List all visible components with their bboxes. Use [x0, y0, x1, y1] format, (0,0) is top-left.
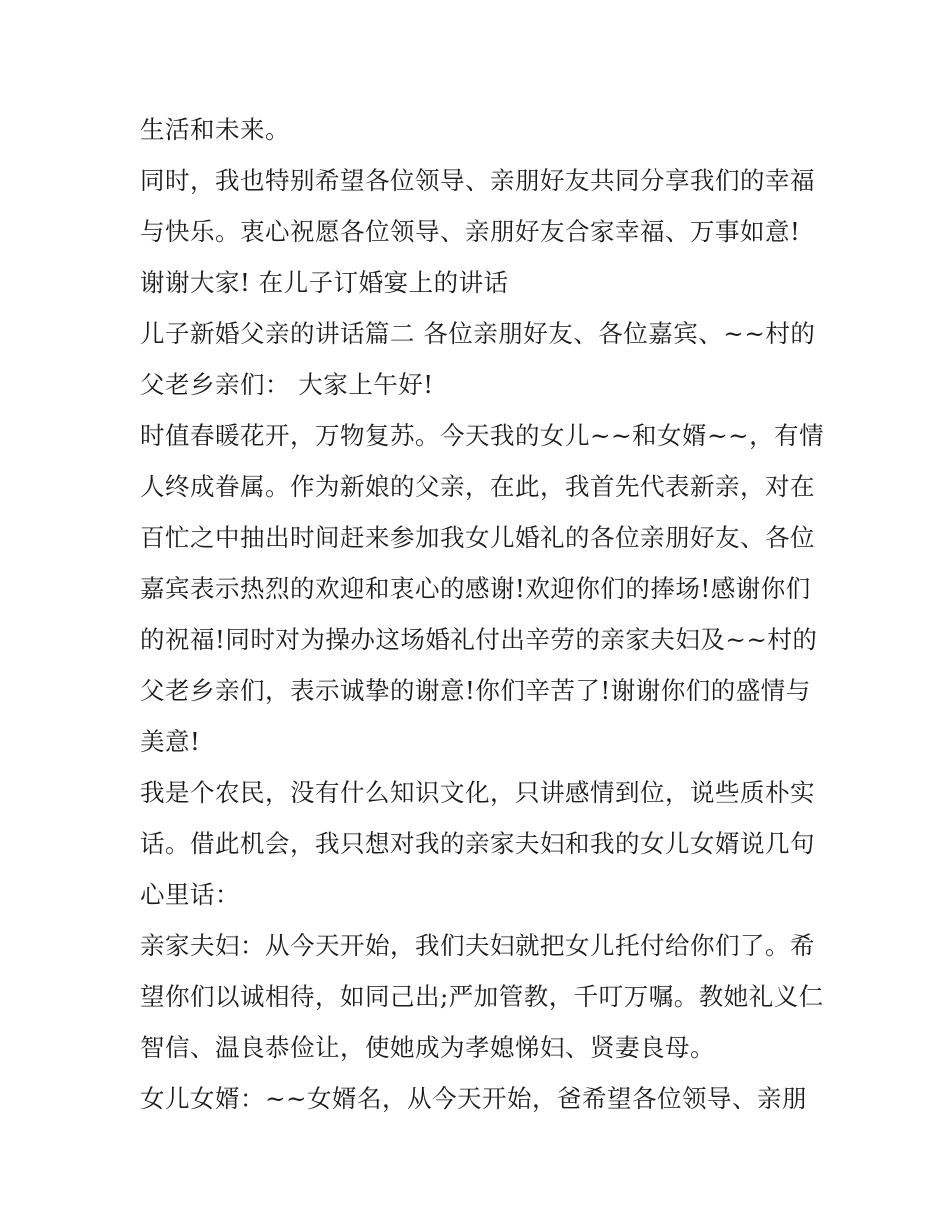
paragraph-4: 儿子新婚父亲的讲话篇二 各位亲朋好友、各位嘉宾、~~村的父老乡亲们： 大家上午好! — [140, 319, 816, 399]
paragraph-6: 我是个农民，没有什么知识文化，只讲感情到位，说些质朴实话。借此机会，我只想对我的亲家夫妇和我的女儿女婿说几句心里话： — [140, 778, 815, 909]
paragraph-1: 生活和未来。 — [140, 115, 290, 144]
paragraph-5: 时值春暖花开，万物复苏。今天我的女儿~~和女婿~~，有情人终成眷属。作为新娘的父亲，在此，我首先代表新亲，对在百忙之中抽出时间赶来参加我女儿婚礼的各位亲朋好友、各位嘉宾表示热烈的欢迎和衷心的感谢!欢迎你们的捧场!感谢你们的祝福!同时对为操办这场婚礼付出辛劳的亲家夫妇及~~村的父老乡亲们，表示诚挚的谢意!你们辛苦了!谢谢你们的盛情与美意! — [140, 421, 825, 756]
paragraph-8: 女儿女婿：~~女婿名，从今天开始，爸希望各位领导、亲朋 — [140, 1084, 808, 1113]
paragraph-2: 同时，我也特别希望各位领导、亲朋好友共同分享我们的幸福与快乐。衷心祝愿各位领导、亲朋好友合家幸福、万事如意! — [140, 166, 815, 246]
paragraph-3: 谢谢大家! 在儿子订婚宴上的讲话 — [140, 268, 509, 297]
document-body — [140, 104, 830, 1124]
paragraph-7: 亲家夫妇：从今天开始，我们夫妇就把女儿托付给你们了。希望你们以诚相待，如同己出;严加管教，千叮万嘱。教她礼义仁智信、温良恭俭让，使她成为孝媳悌妇、贤妻良母。 — [140, 931, 824, 1062]
